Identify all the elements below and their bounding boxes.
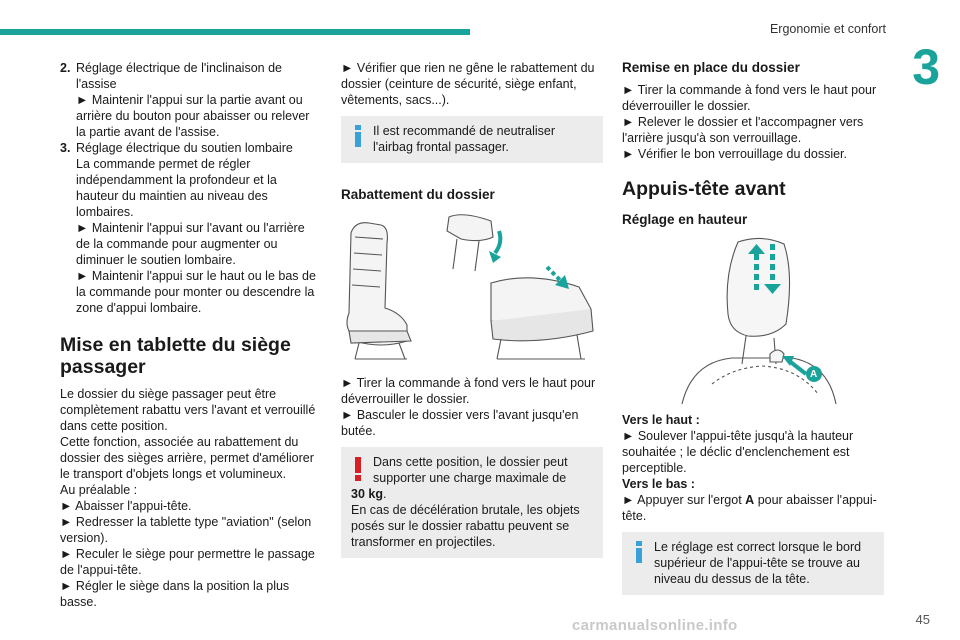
item-text: ► Maintenir l'appui sur la partie avant ou arrière du bouton pour abaisser ou relever la partie avant de l'assise. [76,93,310,139]
page-number: 45 [915,612,930,627]
ergot-label: A [745,493,755,507]
step: ► Tirer la commande à fond vers le haut pour déverrouiller le dossier. [622,83,877,113]
section-heading: Appuis-tête avant [622,178,786,200]
subsection-heading: Réglage en hauteur [622,212,748,227]
info-icon [351,125,365,151]
warning-icon [351,457,365,485]
step: ► Tirer la commande à fond vers le haut pour déverrouiller le dossier. [341,376,596,406]
paragraph: Au préalable : [60,483,138,497]
paragraph-label: Vers le haut : [622,413,700,427]
step: ► Soulever l'appui-tête jusqu'à la hauteur souhaitée ; le déclic d'enclenchement est perceptible. [622,429,854,475]
seat-folding-illustration [341,213,603,363]
item-text: ► Maintenir l'appui sur l'avant ou l'arrière de la commande pour augmenter ou diminuer le soutien lombaire. [76,221,305,267]
step: ► Basculer le dossier vers l'avant jusqu'en butée. [341,408,579,438]
note-text: Le réglage est correct lorsque le bord supérieur de l'appui-tête se trouve au niveau du dessus de la tête. [654,540,862,586]
paragraph-label: Vers le bas : [622,477,695,491]
info-note [341,116,603,163]
label-a: A [810,369,818,380]
column-2 [341,60,603,558]
step: ► Abaisser l'appui-tête. [60,499,192,513]
item-title: Réglage électrique de l'inclinaison de l'assise [76,61,282,91]
header-accent-bar [0,29,470,35]
note-bold: 30 kg [351,487,383,501]
headrest-illustration [622,234,884,404]
step: ► Relever le dossier et l'accompagner vers l'arrière jusqu'à son verrouillage. [622,115,864,145]
warning-note: Dans cette position, le dossier peut supporter une charge maximale de 30 kg. En cas de décélération brutale, les objets posés sur le dossier rabattu peuvent se transformer en projectiles. [341,447,603,558]
item-title: Réglage électrique du soutien lombaire [76,141,293,155]
paragraph: Le dossier du siège passager peut être complètement rabattu vers l'avant et verrouillé dans cette position. [60,387,316,433]
info-icon [632,541,646,567]
list-item [60,140,322,316]
column-3 [622,60,884,595]
item-number: 2. [60,61,71,75]
chapter-number: 3 [912,39,940,95]
note-text: En cas de décélération brutale, les objets posés sur le dossier rabattu peuvent se transformer en projectiles. [351,503,580,549]
note-text: Il est recommandé de neutraliser l'airbag frontal passager. [373,124,556,154]
list-item [60,60,322,140]
item-text: ► Maintenir l'appui sur le haut ou le bas de la commande pour monter ou descendre la zone d'appui lombaire. [76,269,316,315]
paragraph: ► Vérifier que rien ne gêne le rabattement du dossier (ceinture de sécurité, siège enfant, vêtements, sacs...). [341,61,595,107]
step: ► Régler le siège dans la position la plus basse. [60,579,290,609]
step: ► Vérifier le bon verrouillage du dossier. [622,147,847,161]
step: ► Reculer le siège pour permettre le passage de l'appui-tête. [60,547,315,577]
section-heading: Remise en place du dossier [622,60,800,75]
watermark: carmanualsonline.info [572,617,738,634]
step: ► Redresser la tablette type "aviation" (selon version). [60,515,312,545]
headrest-figure [622,234,884,404]
section-heading: Rabattement du dossier [341,187,495,202]
column-1 [60,60,322,610]
chapter-title: Ergonomie et confort [769,22,886,36]
step: ► Appuyer sur l'ergot A pour abaisser l'appui-tête. [622,493,877,523]
item-text: La commande permet de régler indépendamment la profondeur et la hauteur du maintien au niveau des lombaires. [76,157,277,219]
note-text: Dans cette position, le dossier peut supporter une charge maximale de [373,455,568,485]
section-heading: Mise en tablette du siège passager [60,334,291,378]
paragraph: Cette fonction, associée au rabattement du dossier des sièges arrière, permet d'améliorer le transport d'objets longs et volumineux. [60,435,314,481]
item-number: 3. [60,141,71,155]
info-note [622,532,884,595]
